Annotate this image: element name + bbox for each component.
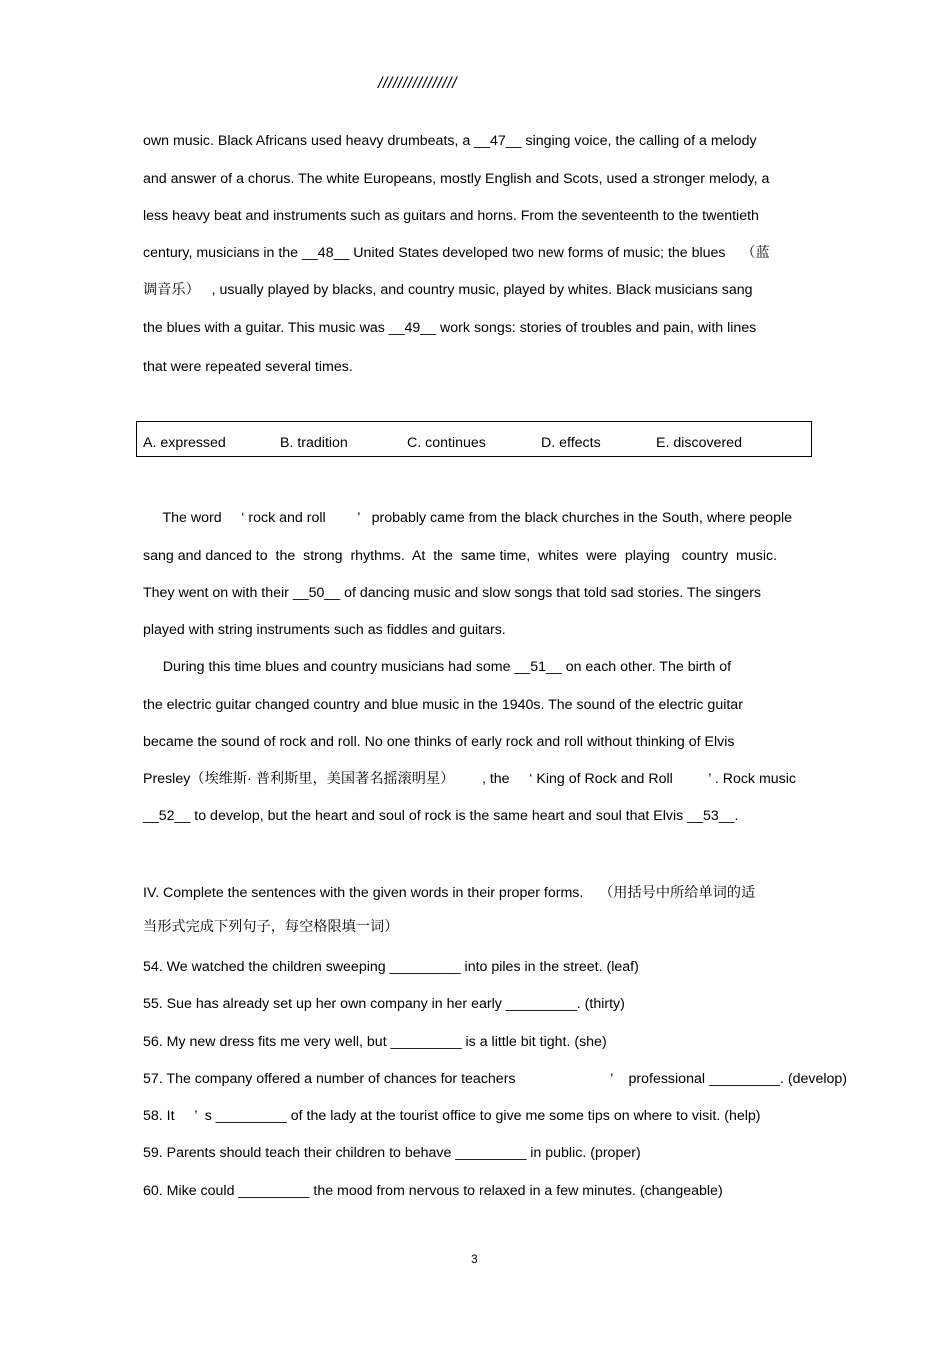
passage-line: the electric guitar changed country and blue music in the 1940s. The sound of the electric guitar xyxy=(143,697,743,713)
passage-line: own music. Black Africans used heavy drumbeats, a __47__ singing voice, the calling of a melody xyxy=(143,133,757,149)
passage-line: became the sound of rock and roll. No one thinks of early rock and roll without thinking of Elvis xyxy=(143,734,735,750)
word-option-b: B. tradition xyxy=(280,435,348,451)
question-60: 60. Mike could _________ the mood from nervous to relaxed in a few minutes. (changeable) xyxy=(143,1183,723,1199)
section-heading: IV. Complete the sentences with the given words in their proper forms. （用括号中所给单词的适 xyxy=(143,885,756,901)
passage-line: the blues with a guitar. This music was __49__ work songs: stories of troubles and pain, with lines xyxy=(143,320,757,336)
question-56: 56. My new dress fits me very well, but _________ is a little bit tight. (she) xyxy=(143,1034,607,1050)
passage-line: century, musicians in the __48__ United States developed two new forms of music; the blues （蓝 xyxy=(143,245,770,261)
page-number: 3 xyxy=(471,1252,478,1266)
word-option-e: E. discovered xyxy=(656,435,742,451)
word-option-a: A. expressed xyxy=(143,435,226,451)
passage-line: that were repeated several times. xyxy=(143,359,353,375)
section-heading: 当形式完成下列句子，每空格限填一词） xyxy=(143,919,399,935)
passage-line: __52__ to develop, but the heart and soul of rock is the same heart and soul that Elvis __53__. xyxy=(143,808,739,824)
passage-line: less heavy beat and instruments such as guitars and horns. From the seventeenth to the twentieth xyxy=(143,208,759,224)
page-header: //////////////// xyxy=(378,75,458,92)
passage-line: played with string instruments such as fiddles and guitars. xyxy=(143,622,506,638)
passage-line: The word ‘ rock and roll ’ probably came from the black churches in the South, where people xyxy=(143,510,793,526)
passage-line: and answer of a chorus. The white Europeans, mostly English and Scots, used a stronger melody, a xyxy=(143,171,770,187)
word-bank-box xyxy=(136,421,812,457)
passage-line: sang and danced to the strong rhythms. At the same time, whites were playing country music. xyxy=(143,548,778,564)
question-57: 57. The company offered a number of chances for teachers ’ professional _________. (develop) xyxy=(143,1071,847,1087)
word-option-d: D. effects xyxy=(541,435,601,451)
passage-line: 调音乐） , usually played by blacks, and country music, played by whites. Black musicians sang xyxy=(143,282,753,298)
question-54: 54. We watched the children sweeping _________ into piles in the street. (leaf) xyxy=(143,959,639,975)
passage-line: Presley（埃维斯· 普利斯里，美国著名摇滚明星） , the ‘ King of Rock and Roll ’ . Rock music xyxy=(143,771,797,787)
question-59: 59. Parents should teach their children to behave _________ in public. (proper) xyxy=(143,1145,641,1161)
question-55: 55. Sue has already set up her own company in her early _________. (thirty) xyxy=(143,996,625,1012)
passage-line: During this time blues and country musicians had some __51__ on each other. The birth of xyxy=(143,659,732,675)
passage-line: They went on with their __50__ of dancing music and slow songs that told sad stories. The singers xyxy=(143,585,762,601)
word-option-c: C. continues xyxy=(407,435,486,451)
question-58: 58. It ’ s _________ of the lady at the tourist office to give me some tips on where to visit. (help) xyxy=(143,1108,761,1124)
